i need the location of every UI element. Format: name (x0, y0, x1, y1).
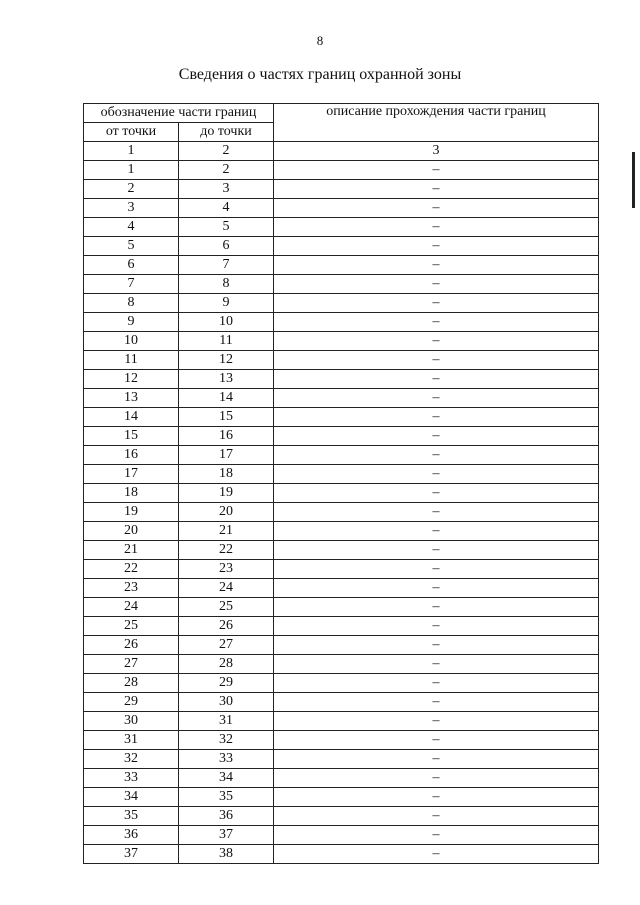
cell-from-point: 8 (84, 294, 179, 313)
cell-to-point: 27 (179, 636, 274, 655)
cell-to-point: 4 (179, 199, 274, 218)
column-number: 1 (84, 142, 179, 161)
cell-description: – (274, 484, 599, 503)
cell-to-point: 21 (179, 522, 274, 541)
cell-from-point: 31 (84, 731, 179, 750)
cell-to-point: 24 (179, 579, 274, 598)
cell-to-point: 16 (179, 427, 274, 446)
cell-from-point: 12 (84, 370, 179, 389)
cell-description: – (274, 522, 599, 541)
table-row (84, 389, 599, 408)
boundary-parts-table (83, 103, 599, 864)
cell-description: – (274, 826, 599, 845)
cell-description: – (274, 446, 599, 465)
cell-description: – (274, 503, 599, 522)
cell-to-point: 31 (179, 712, 274, 731)
table-row (84, 807, 599, 826)
cell-to-point: 6 (179, 237, 274, 256)
cell-from-point: 26 (84, 636, 179, 655)
table-row (84, 446, 599, 465)
cell-to-point: 26 (179, 617, 274, 636)
cell-from-point: 7 (84, 275, 179, 294)
table-row (84, 237, 599, 256)
cell-from-point: 35 (84, 807, 179, 826)
cell-from-point: 36 (84, 826, 179, 845)
cell-description: – (274, 389, 599, 408)
table-row (84, 826, 599, 845)
table-row (84, 503, 599, 522)
cell-from-point: 18 (84, 484, 179, 503)
cell-to-point: 14 (179, 389, 274, 408)
cell-from-point: 23 (84, 579, 179, 598)
cell-to-point: 5 (179, 218, 274, 237)
table-row (84, 294, 599, 313)
cell-from-point: 21 (84, 541, 179, 560)
cell-to-point: 35 (179, 788, 274, 807)
column-number: 3 (274, 142, 599, 161)
table-row (84, 636, 599, 655)
table-body (84, 161, 599, 864)
table-row (84, 275, 599, 294)
cell-from-point: 25 (84, 617, 179, 636)
cell-description: – (274, 674, 599, 693)
cell-description: – (274, 408, 599, 427)
cell-from-point: 2 (84, 180, 179, 199)
cell-to-point: 7 (179, 256, 274, 275)
cell-description: – (274, 180, 599, 199)
cell-to-point: 29 (179, 674, 274, 693)
cell-to-point: 2 (179, 161, 274, 180)
table-row (84, 484, 599, 503)
table-row (84, 199, 599, 218)
cell-from-point: 24 (84, 598, 179, 617)
table-row (84, 674, 599, 693)
cell-to-point: 28 (179, 655, 274, 674)
cell-to-point: 12 (179, 351, 274, 370)
table-row (84, 313, 599, 332)
cell-to-point: 11 (179, 332, 274, 351)
cell-from-point: 28 (84, 674, 179, 693)
cell-from-point: 34 (84, 788, 179, 807)
table-row (84, 256, 599, 275)
cell-description: – (274, 541, 599, 560)
cell-from-point: 33 (84, 769, 179, 788)
table-row (84, 218, 599, 237)
cell-from-point: 9 (84, 313, 179, 332)
header-from-point: от точки (84, 123, 179, 142)
table-row (84, 845, 599, 864)
header-boundary-designation: обозначение части границ (84, 104, 274, 123)
cell-description: – (274, 845, 599, 864)
table-row (84, 522, 599, 541)
table-row (84, 351, 599, 370)
cell-to-point: 9 (179, 294, 274, 313)
column-number: 2 (179, 142, 274, 161)
cell-from-point: 6 (84, 256, 179, 275)
table-row (84, 408, 599, 427)
cell-description: – (274, 351, 599, 370)
header-to-point: до точки (179, 123, 274, 142)
cell-to-point: 18 (179, 465, 274, 484)
table-row (84, 332, 599, 351)
cell-to-point: 22 (179, 541, 274, 560)
cell-from-point: 22 (84, 560, 179, 579)
cell-to-point: 30 (179, 693, 274, 712)
cell-description: – (274, 199, 599, 218)
cell-from-point: 3 (84, 199, 179, 218)
cell-from-point: 20 (84, 522, 179, 541)
cell-description: – (274, 731, 599, 750)
cell-to-point: 38 (179, 845, 274, 864)
scan-edge-mark (632, 152, 635, 208)
cell-description: – (274, 465, 599, 484)
cell-description: – (274, 294, 599, 313)
cell-from-point: 13 (84, 389, 179, 408)
cell-description: – (274, 560, 599, 579)
cell-to-point: 25 (179, 598, 274, 617)
table-row (84, 560, 599, 579)
table-row (84, 161, 599, 180)
cell-to-point: 34 (179, 769, 274, 788)
cell-description: – (274, 579, 599, 598)
table-row (84, 617, 599, 636)
cell-to-point: 19 (179, 484, 274, 503)
cell-to-point: 36 (179, 807, 274, 826)
cell-description: – (274, 617, 599, 636)
document-title: Сведения о частях границ охранной зоны (178, 66, 462, 83)
table-row (84, 598, 599, 617)
table-row (84, 655, 599, 674)
cell-to-point: 37 (179, 826, 274, 845)
cell-from-point: 29 (84, 693, 179, 712)
cell-description: – (274, 655, 599, 674)
table-row (84, 370, 599, 389)
table-row (84, 731, 599, 750)
cell-description: – (274, 161, 599, 180)
table-row (84, 693, 599, 712)
table-row (84, 180, 599, 199)
cell-description: – (274, 750, 599, 769)
cell-from-point: 4 (84, 218, 179, 237)
page-number: 8 (316, 33, 324, 48)
table-header-row (84, 104, 599, 123)
table-row (84, 788, 599, 807)
table-row (84, 541, 599, 560)
cell-from-point: 14 (84, 408, 179, 427)
cell-to-point: 17 (179, 446, 274, 465)
cell-to-point: 15 (179, 408, 274, 427)
cell-from-point: 11 (84, 351, 179, 370)
cell-description: – (274, 598, 599, 617)
table-row (84, 769, 599, 788)
cell-from-point: 15 (84, 427, 179, 446)
table-row (84, 427, 599, 446)
cell-description: – (274, 256, 599, 275)
cell-description: – (274, 275, 599, 294)
cell-to-point: 13 (179, 370, 274, 389)
cell-description: – (274, 370, 599, 389)
cell-to-point: 8 (179, 275, 274, 294)
cell-description: – (274, 332, 599, 351)
cell-description: – (274, 769, 599, 788)
table-row (84, 712, 599, 731)
cell-from-point: 17 (84, 465, 179, 484)
cell-from-point: 19 (84, 503, 179, 522)
cell-description: – (274, 218, 599, 237)
cell-from-point: 1 (84, 161, 179, 180)
cell-to-point: 33 (179, 750, 274, 769)
header-boundary-description: описание прохождения части границ (274, 104, 599, 142)
cell-description: – (274, 807, 599, 826)
table-row (84, 750, 599, 769)
cell-description: – (274, 237, 599, 256)
cell-to-point: 3 (179, 180, 274, 199)
cell-from-point: 37 (84, 845, 179, 864)
cell-to-point: 32 (179, 731, 274, 750)
cell-to-point: 20 (179, 503, 274, 522)
cell-description: – (274, 788, 599, 807)
cell-description: – (274, 427, 599, 446)
table-row (84, 465, 599, 484)
cell-to-point: 10 (179, 313, 274, 332)
column-number-row (84, 142, 599, 161)
cell-from-point: 27 (84, 655, 179, 674)
table-row (84, 579, 599, 598)
cell-from-point: 32 (84, 750, 179, 769)
cell-description: – (274, 636, 599, 655)
cell-description: – (274, 693, 599, 712)
cell-description: – (274, 712, 599, 731)
cell-from-point: 10 (84, 332, 179, 351)
cell-from-point: 30 (84, 712, 179, 731)
cell-from-point: 16 (84, 446, 179, 465)
cell-from-point: 5 (84, 237, 179, 256)
cell-description: – (274, 313, 599, 332)
cell-to-point: 23 (179, 560, 274, 579)
